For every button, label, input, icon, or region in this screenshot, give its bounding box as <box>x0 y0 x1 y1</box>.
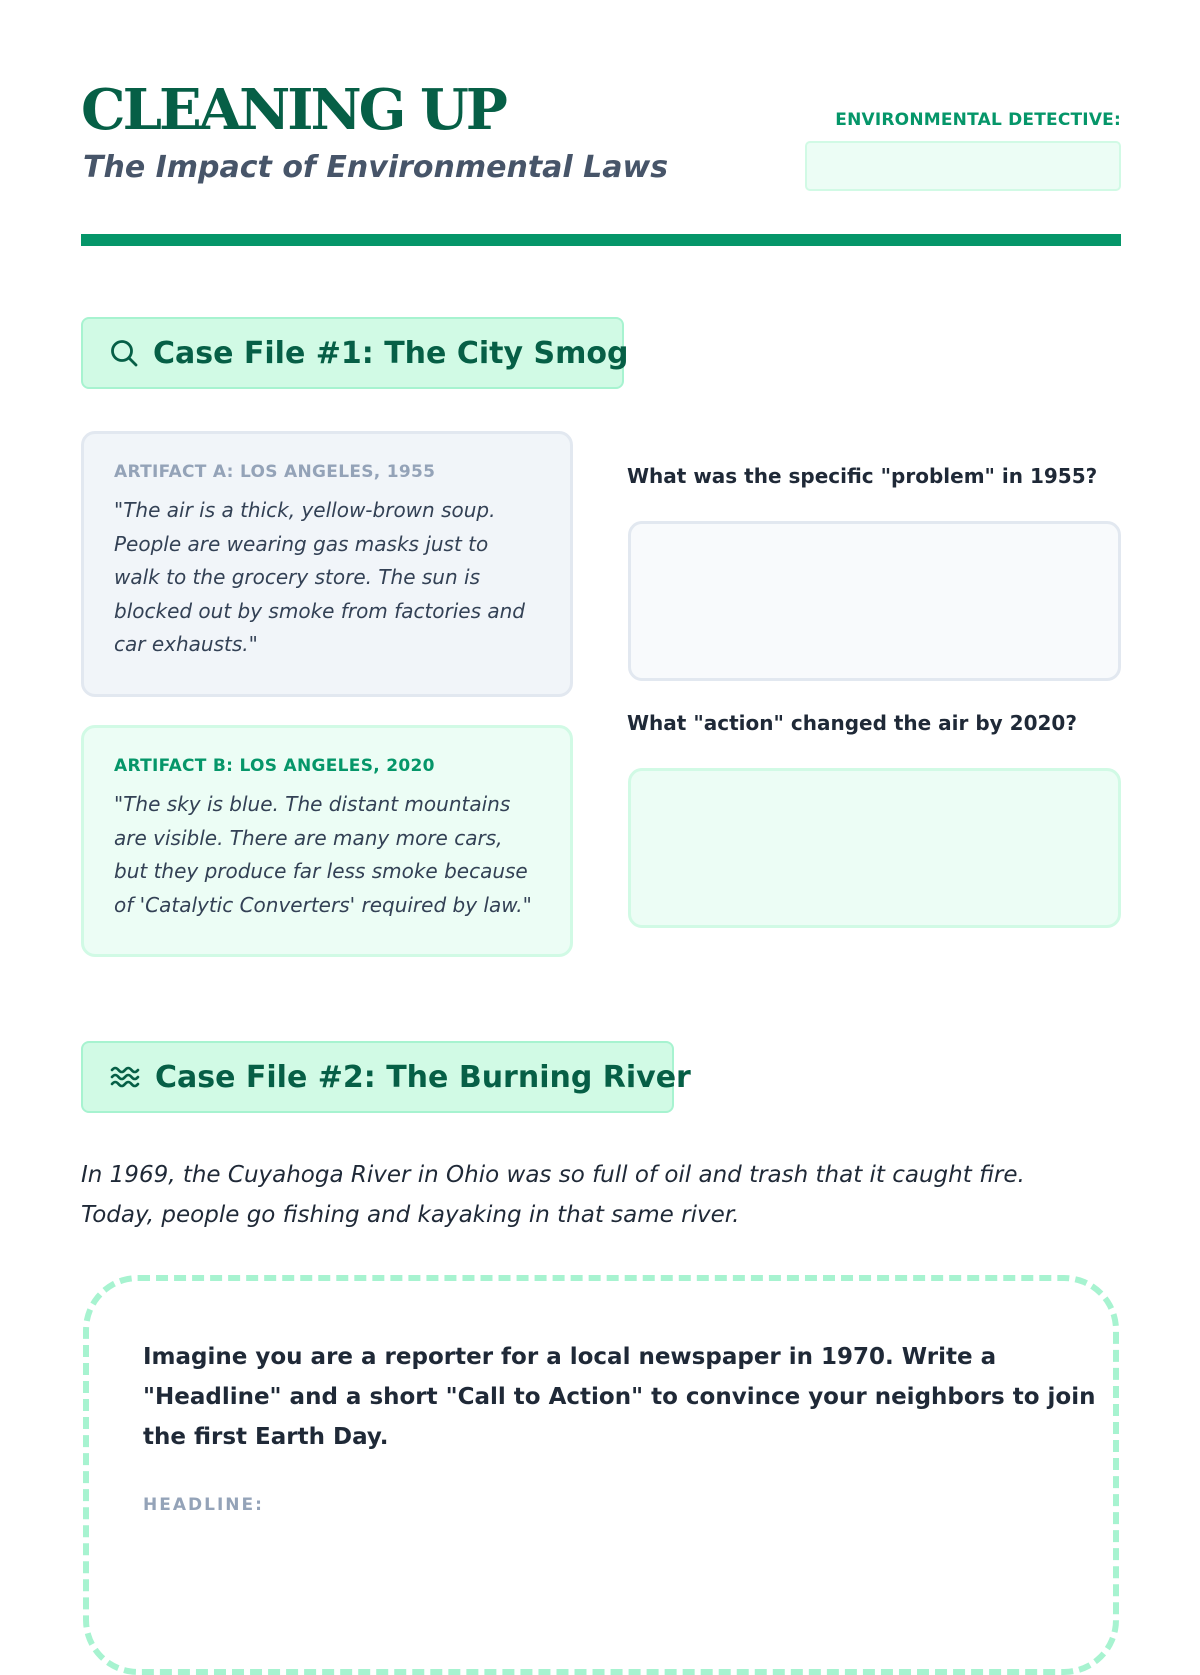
question-2020-action: What "action" changed the air by 2020? <box>627 711 1077 735</box>
newspaper-prompt <box>143 1337 1096 1457</box>
page-title: CLEANING UP <box>81 77 505 143</box>
question-1955-problem: What was the specific "problem" in 1955? <box>627 464 1098 488</box>
quote-line: "The sky is blue. The distant mountains <box>114 792 511 816</box>
quote-line: walk to the grocery store. The sun is <box>114 565 480 589</box>
quote-line: People are wearing gas masks just to <box>114 531 489 556</box>
waves-icon <box>109 1061 141 1093</box>
prompt-line: "Headline" and a short "Call to Action" to convince your neighbors to join <box>143 1384 1096 1410</box>
case-file-1-title: Case File #1: The City Smog <box>153 335 629 371</box>
detective-name-label: ENVIRONMENTAL DETECTIVE: <box>835 110 1121 130</box>
intro-line: In 1969, the Cuyahoga River in Ohio was so full of oil and trash that it caught fire. <box>81 1162 1025 1188</box>
answer-2020-action-field[interactable] <box>628 768 1121 928</box>
quote-line: blocked out by smoke from factories and <box>114 598 526 623</box>
case-file-1-header <box>81 317 629 389</box>
page-subtitle: The Impact of Environmental Laws <box>83 150 669 185</box>
magnifier-icon <box>109 337 139 369</box>
artifact-b-title: ARTIFACT B: LOS ANGELES, 2020 <box>114 756 435 776</box>
case-file-2-title: Case File #2: The Burning River <box>155 1059 691 1095</box>
newspaper-prompt-box <box>83 1275 1119 1675</box>
header-divider <box>81 234 1121 246</box>
quote-line: "The air is a thick, yellow-brown soup. <box>114 498 496 522</box>
quote-line: but they produce far less smoke because <box>114 859 528 883</box>
case-file-2-header <box>81 1041 691 1113</box>
artifact-b-card <box>81 725 573 957</box>
answer-1955-problem-field[interactable] <box>628 521 1121 681</box>
quote-line: car exhausts." <box>114 632 258 656</box>
artifact-a-card <box>81 431 573 697</box>
worksheet-page <box>81 0 1121 1515</box>
artifact-b-quote <box>114 788 544 922</box>
artifact-a-title: ARTIFACT A: LOS ANGELES, 1955 <box>114 462 436 482</box>
intro-line: Today, people go fishing and kayaking in that same river. <box>81 1202 740 1228</box>
artifact-a-quote <box>114 494 544 662</box>
case-file-2-intro <box>81 1155 1121 1235</box>
quote-line: of 'Catalytic Converters' required by law." <box>114 892 532 917</box>
quote-line: are visible. There are many more cars, <box>114 825 503 850</box>
prompt-line: Imagine you are a reporter for a local newspaper in 1970. Write a <box>143 1344 997 1370</box>
prompt-line: the first Earth Day. <box>143 1424 389 1450</box>
detective-name-field[interactable] <box>805 141 1121 191</box>
headline-label: HEADLINE: <box>143 1495 264 1515</box>
worksheet-header <box>81 0 1121 246</box>
